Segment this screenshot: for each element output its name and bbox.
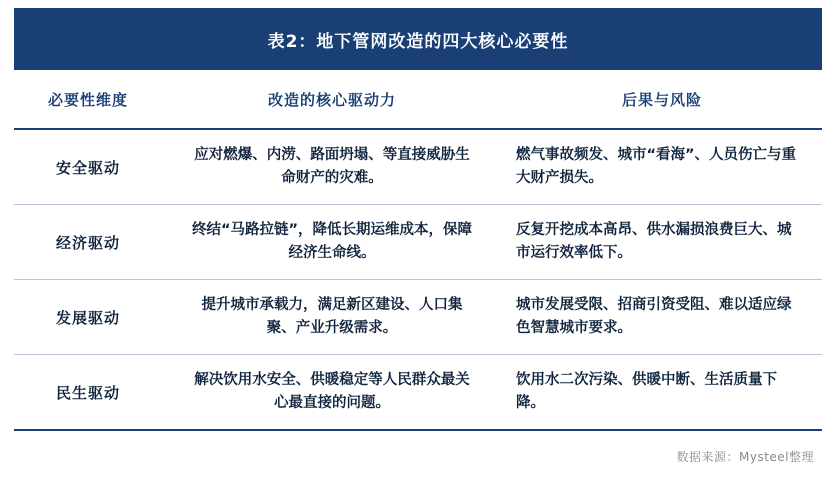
column-header-driver: 改造的核心驱动力 xyxy=(267,90,396,109)
table-row xyxy=(14,355,822,431)
table-row xyxy=(14,280,822,355)
table-header-row xyxy=(14,70,822,130)
cell-driver: 提升城市承载力，满足新区建设、人口集聚、产业升级需求。 xyxy=(201,296,463,336)
cell-driver: 解决饮用水安全、供暖稳定等人民群众最关心最直接的问题。 xyxy=(194,371,470,411)
source-note: 数据来源：Mysteel整理 xyxy=(676,450,814,464)
table-title-bar xyxy=(14,8,822,70)
data-table xyxy=(14,8,822,431)
cell-dimension: 发展驱动 xyxy=(55,308,120,327)
table-row xyxy=(14,130,822,205)
cell-dimension: 安全驱动 xyxy=(55,158,120,177)
table-row xyxy=(14,205,822,280)
cell-dimension: 民生驱动 xyxy=(55,383,120,402)
cell-risk: 饮用水二次污染、供暖中断、生活质量下降。 xyxy=(516,371,777,411)
cell-driver: 终结“马路拉链”，降低长期运维成本，保障经济生命线。 xyxy=(191,221,473,261)
cell-risk: 燃气事故频发、城市“看海”、人员伤亡与重大财产损失。 xyxy=(516,146,797,186)
table-title: 表2：地下管网改造的四大核心必要性 xyxy=(267,31,569,52)
column-header-risk: 后果与风险 xyxy=(621,90,702,109)
cell-risk: 城市发展受限、招商引资受阻、难以适应绿色智慧城市要求。 xyxy=(516,296,792,336)
column-header-dimension: 必要性维度 xyxy=(47,90,128,109)
cell-driver: 应对燃爆、内涝、路面坍塌、等直接威胁生命财产的灾难。 xyxy=(194,146,470,186)
cell-dimension: 经济驱动 xyxy=(55,233,120,252)
cell-risk: 反复开挖成本高昂、供水漏损浪费巨大、城市运行效率低下。 xyxy=(516,221,792,261)
